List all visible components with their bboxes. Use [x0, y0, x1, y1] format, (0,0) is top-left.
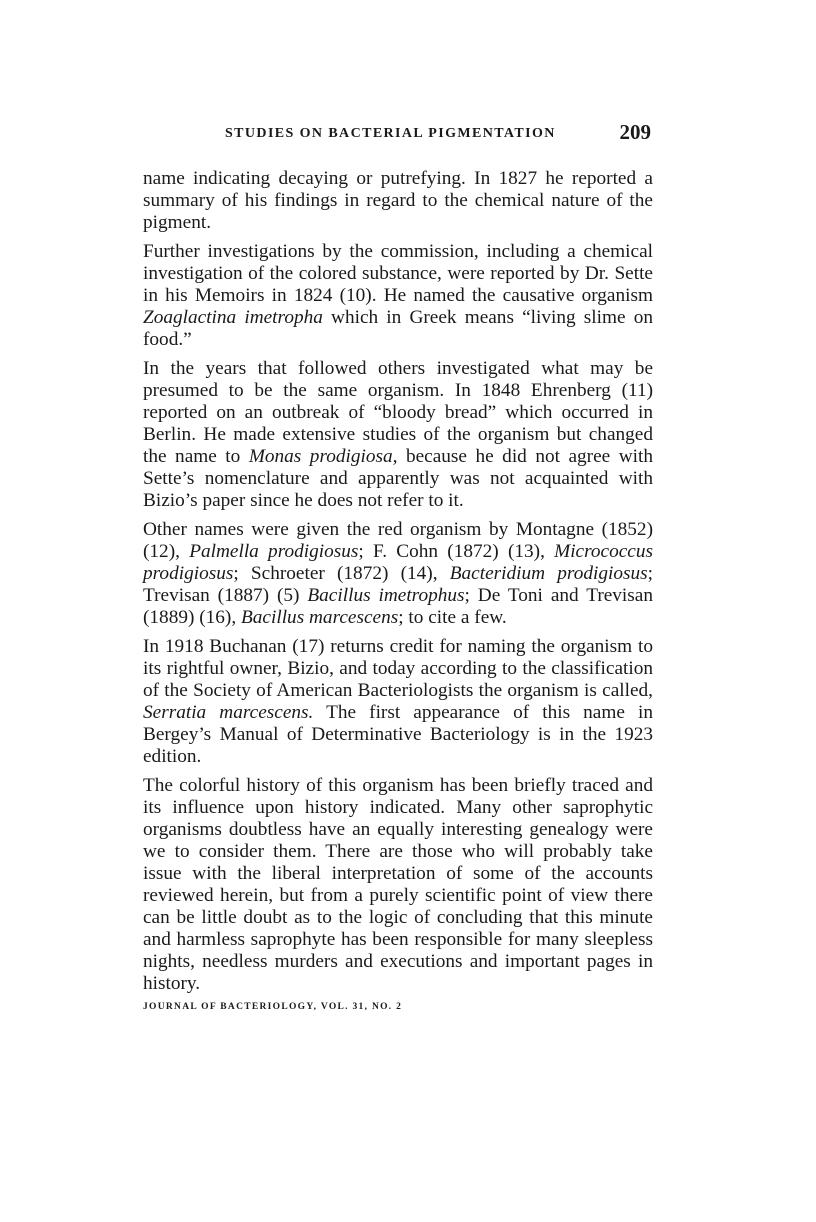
paragraph — [143, 168, 653, 234]
italic-term: Serratia marcescens. — [143, 702, 314, 723]
text-segment: ; De Toni and Trevisan (1889) (16), — [143, 585, 653, 628]
paragraph — [143, 519, 653, 629]
italic-term: Micrococcus prodigiosus — [143, 541, 654, 584]
journal-footer: JOURNAL OF BACTERIOLOGY, VOL. 31, NO. 2 — [143, 1002, 403, 1012]
italic-term: Palmella prodigiosus — [189, 541, 359, 562]
text-segment: The first appearance of this name in Bergey’s Manual of Determinative Bacteriology is in the 1923 edition. — [143, 702, 653, 767]
article-body — [143, 168, 653, 995]
text-segment: Other names were given the red organism by Montagne (1852) (12), — [143, 519, 653, 562]
running-head — [143, 120, 653, 154]
text-segment: ; Trevisan (1887) (5) — [143, 563, 653, 606]
italic-term: Bacillus imetrophus — [307, 585, 465, 606]
text-segment: In the years that followed others investigated what may be presumed to be the same organism. In 1848 Ehrenberg (11) reported on an outbreak of “bloody bread” which occurred in Berlin. He made extensive studies of the organism but changed the name to — [143, 358, 653, 467]
paragraph — [143, 775, 653, 995]
italic-term: Bacteridium prodigiosus — [449, 563, 648, 584]
italic-term: Monas prodigiosa, — [248, 446, 398, 467]
italic-term: Zoaglactina imetropha — [143, 307, 323, 328]
paragraph — [143, 358, 653, 512]
italic-term: Bacillus marcescens — [241, 607, 399, 628]
text-segment: Further investigations by the commission, including a chemical investigation of the colored substance, were reported by Dr. Sette in his Memoirs in 1824 (10). He named the causative organism — [143, 241, 653, 306]
journal-page — [143, 120, 653, 1012]
paragraph — [143, 636, 653, 768]
text-segment: because he did not agree with Sette’s nomenclature and apparently was not acquainted with Bizio’s paper since he does not refer to it. — [143, 446, 653, 511]
text-segment: name indicating decaying or putrefying. In 1827 he reported a summary of his findings in regard to the chemical nature of the pigment. — [143, 168, 653, 233]
running-title: STUDIES ON BACTERIAL PIGMENTATION — [225, 126, 556, 141]
paragraph — [143, 241, 653, 351]
text-segment: ; Schroeter (1872) (14), — [233, 563, 450, 584]
text-segment: In 1918 Buchanan (17) returns credit for naming the organism to its rightful owner, Bizio, and today according to the classification of the Society of American Bacteriologists the organism is called, — [143, 636, 653, 701]
text-segment: The colorful history of this organism has been briefly traced and its influence upon history indicated. Many other saprophytic organisms doubtless have an equally interesting genealogy were we to consider them. There are those who will probably take issue with the liberal interpretation of some of the accounts reviewed herein, but from a purely scientific point of view there can be little doubt as to the logic of concluding that this minute and harmless saprophyte has been responsible for many sleepless nights, needless murders and executions and important pages in history. — [143, 775, 653, 994]
text-segment: ; F. Cohn (1872) (13), — [358, 541, 555, 562]
text-segment: which in Greek means “living slime on food.” — [143, 307, 653, 350]
text-segment: ; to cite a few. — [398, 607, 507, 628]
page-number: 209 — [619, 120, 651, 144]
